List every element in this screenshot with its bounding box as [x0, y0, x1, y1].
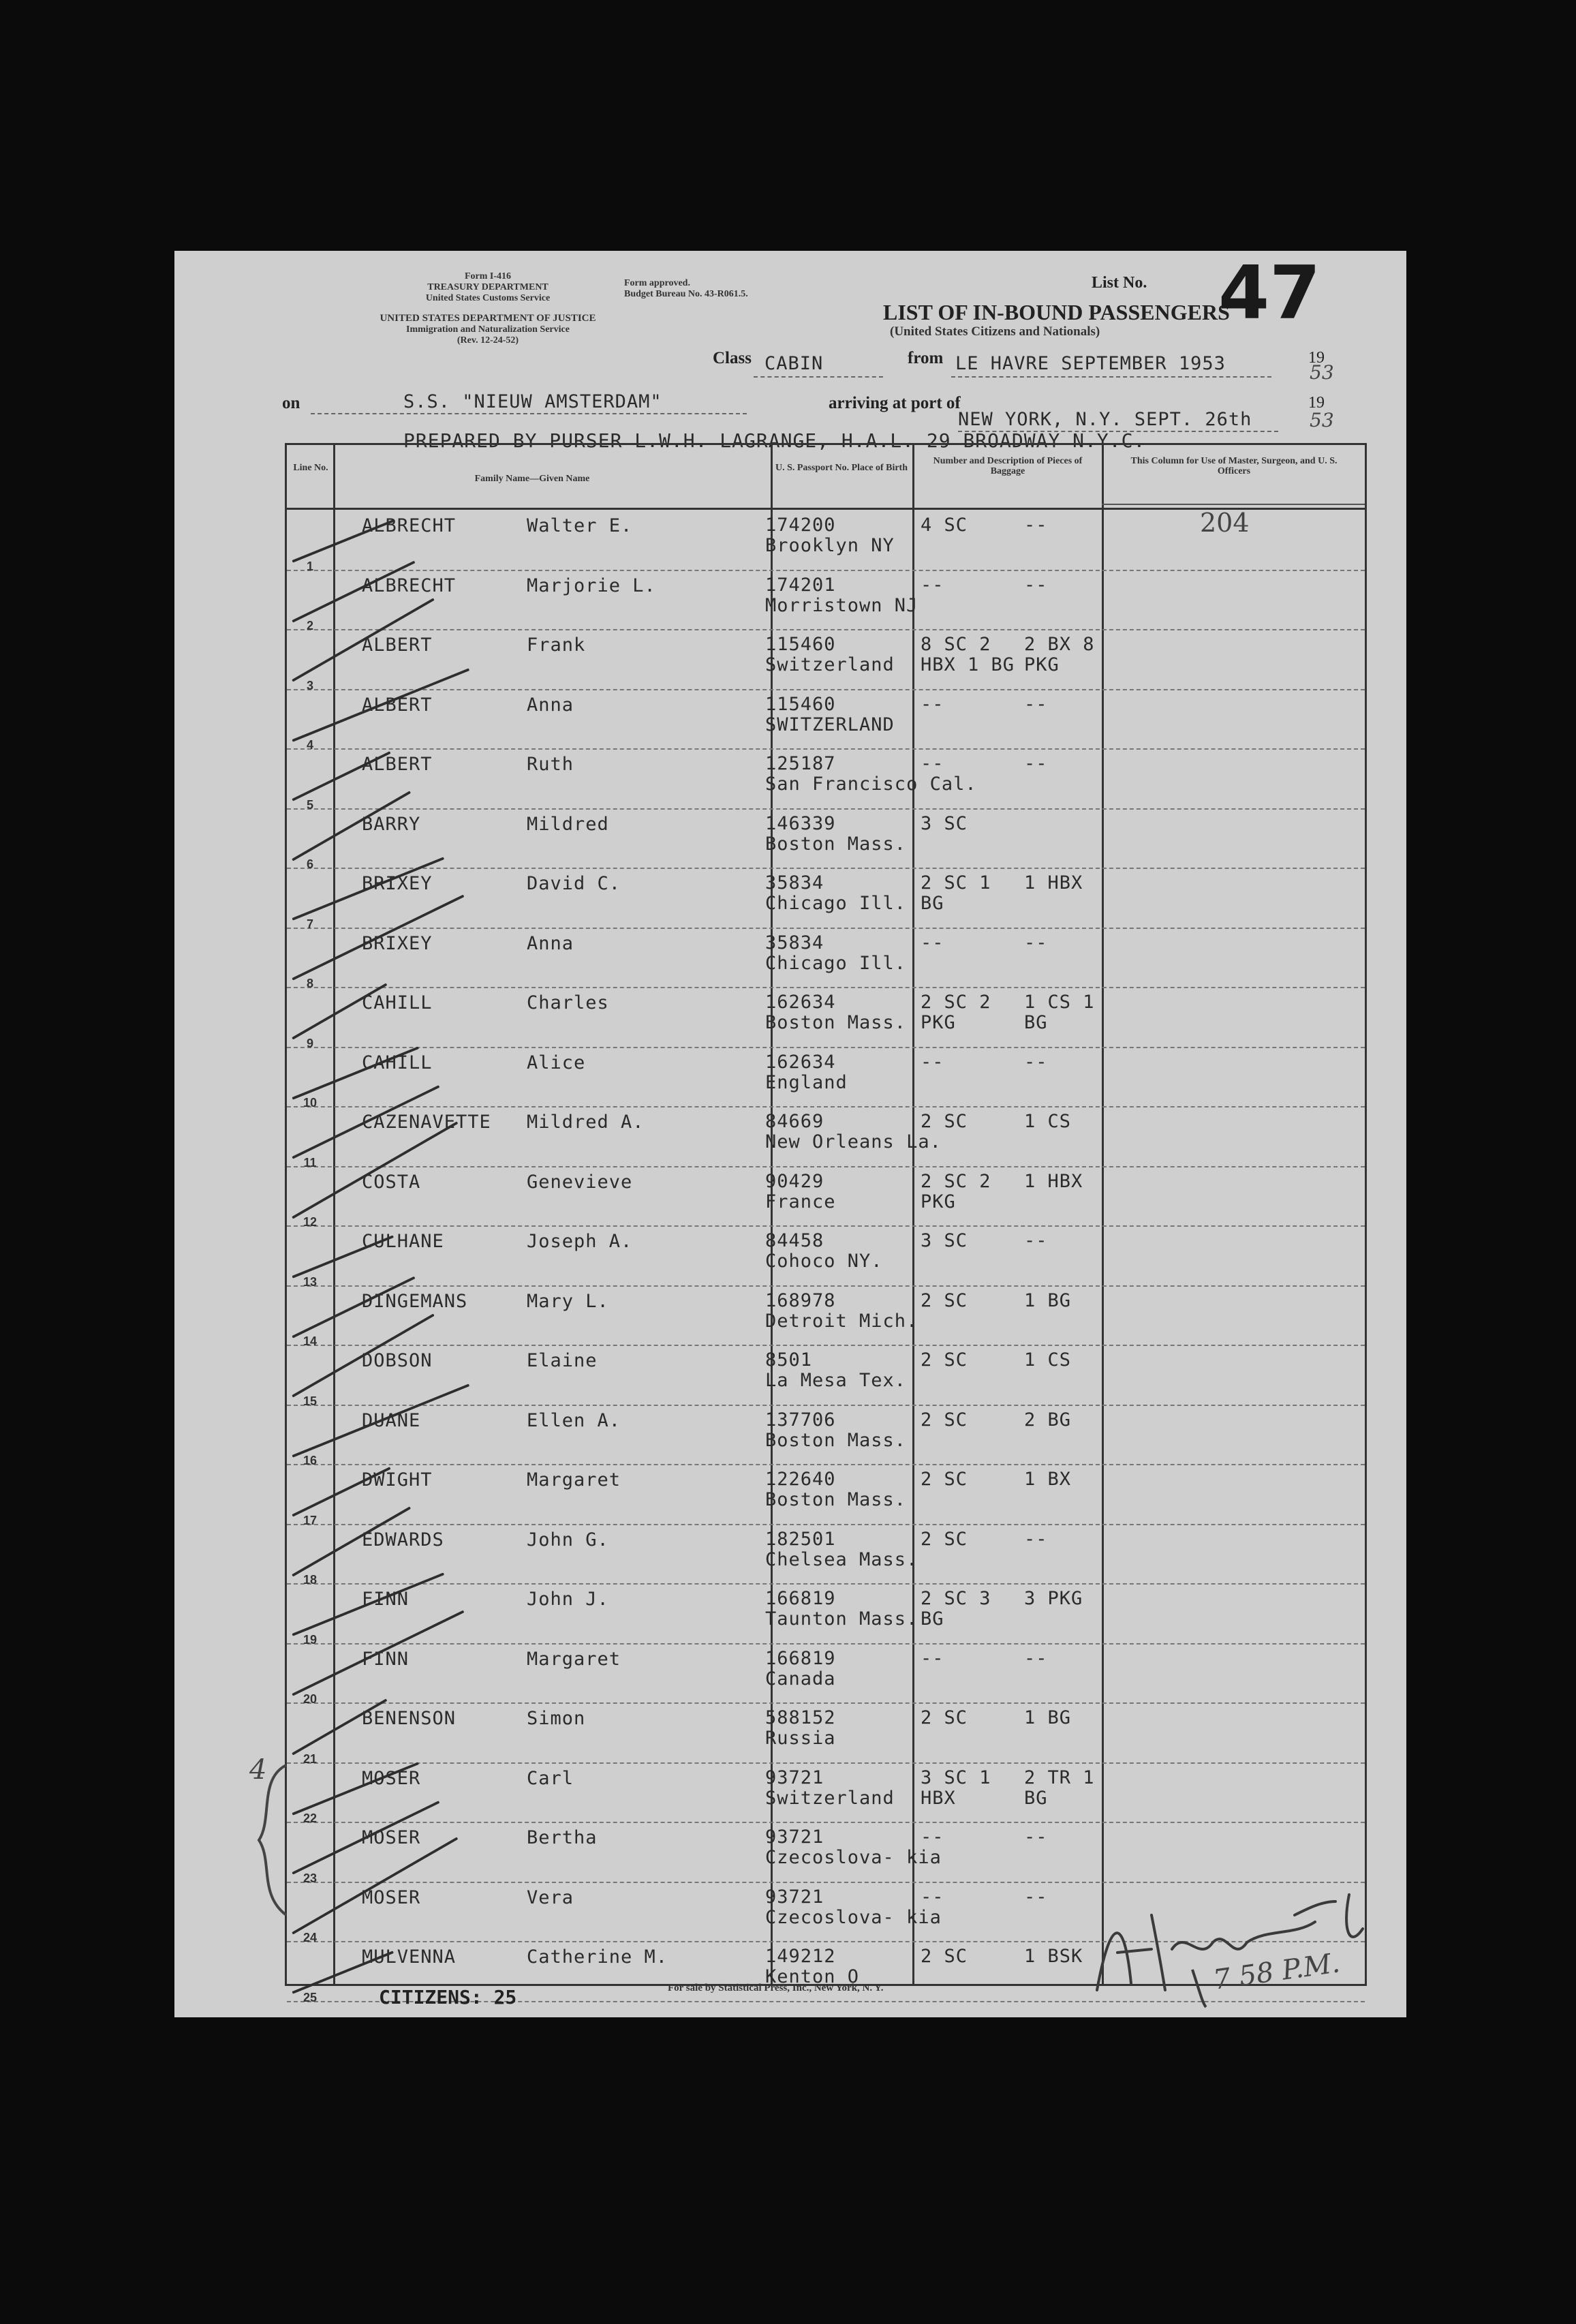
- baggage-secondary: 2 BX 8 PKG: [1024, 634, 1095, 675]
- place-of-birth: Taunton Mass.: [765, 1608, 918, 1630]
- form-approved: Form approved.: [624, 278, 690, 288]
- family-name: DOBSON: [362, 1350, 433, 1371]
- class-line: [754, 376, 883, 378]
- passport-number: 115460: [765, 634, 836, 655]
- passport-cell: [765, 1469, 906, 1510]
- baggage-secondary: --: [1024, 753, 1048, 774]
- passport-number: 162634: [765, 1051, 836, 1073]
- line-number: 24: [303, 1931, 318, 1944]
- table-row: [287, 570, 1365, 631]
- signature-time: 7 58 P.M.: [1211, 1947, 1342, 1996]
- passport-number: 8501: [765, 1349, 813, 1371]
- prepared-by: PREPARED BY PURSER L.W.H. LAGRANGE, H.A.L. 29 BROADWAY N.Y.C.: [403, 429, 1146, 452]
- from-label: from: [908, 349, 944, 367]
- family-name: FINN: [362, 1648, 410, 1670]
- check-mark: [292, 1235, 394, 1279]
- table-row: [287, 1285, 1365, 1347]
- given-name: Margaret: [527, 1648, 621, 1670]
- given-name: John G.: [527, 1529, 609, 1550]
- table-row: [287, 1643, 1365, 1704]
- col-header-baggage: Number and Description of Pieces of Baggage: [933, 456, 1083, 476]
- passport-number: 166819: [765, 1647, 836, 1669]
- family-name: BRIXEY: [362, 932, 433, 954]
- baggage-secondary: --: [1024, 932, 1048, 953]
- place-of-birth: Chicago Ill.: [765, 893, 907, 914]
- passport-number: 182501: [765, 1528, 836, 1550]
- baggage-secondary: 1 BX: [1024, 1469, 1072, 1490]
- passport-cell: [765, 873, 906, 914]
- ship-name: S.S. "NIEUW AMSTERDAM": [403, 391, 662, 412]
- baggage-primary: --: [921, 693, 944, 715]
- citizens-count: CITIZENS: 25: [379, 1986, 517, 2008]
- baggage-primary: 4 SC: [921, 515, 968, 536]
- baggage-secondary: --: [1024, 1230, 1048, 1251]
- passport-number: 588152: [765, 1707, 836, 1728]
- form-number: Form I-416: [464, 271, 512, 281]
- baggage-primary: --: [921, 574, 944, 596]
- baggage-primary: 3 SC 1 HBX: [921, 1767, 991, 1809]
- place-of-birth: France: [765, 1191, 836, 1212]
- place-of-birth: Switzerland: [765, 654, 895, 675]
- class-label: Class: [713, 349, 752, 367]
- baggage-secondary: 2 BG: [1024, 1409, 1072, 1431]
- budget-bureau: Budget Bureau No. 43-R061.5.: [624, 289, 748, 299]
- passport-number: 35834: [765, 872, 824, 893]
- given-name: Charles: [527, 992, 609, 1013]
- passport-number: 122640: [765, 1469, 836, 1490]
- given-name: Walter E.: [527, 515, 633, 536]
- baggage-primary: --: [921, 1826, 944, 1848]
- line-number: 13: [303, 1274, 318, 1289]
- passport-number: 149212: [765, 1946, 836, 1967]
- passport-cell: [765, 1649, 836, 1690]
- baggage-secondary: 1 CS 1 BG: [1024, 992, 1095, 1033]
- family-name: DUANE: [362, 1409, 421, 1431]
- table-row: [287, 1464, 1365, 1525]
- baggage-primary: 2 SC 2 PKG: [921, 1170, 991, 1212]
- customs-service: United States Customs Service: [425, 293, 551, 303]
- passport-number: 35834: [765, 932, 824, 953]
- table-row: [287, 1345, 1365, 1406]
- passport-cell: [765, 1350, 906, 1391]
- baggage-secondary: 3 PKG: [1024, 1588, 1083, 1609]
- family-name: CAHILL: [362, 1052, 433, 1073]
- place-of-birth: Chicago Ill.: [765, 952, 907, 974]
- given-name: Carl: [527, 1767, 574, 1789]
- table-row: [287, 987, 1365, 1048]
- place-of-birth: Canada: [765, 1668, 836, 1690]
- header-rule-double: [1102, 504, 1365, 505]
- baggage-primary: 2 SC: [921, 1707, 968, 1728]
- year-2: 53: [1310, 409, 1334, 431]
- baggage-primary: 2 SC: [921, 1349, 968, 1371]
- list-title: LIST OF IN-BOUND PASSENGERS: [883, 300, 1230, 324]
- list-subtitle: (United States Citizens and Nationals): [890, 324, 1100, 339]
- check-mark: [292, 1467, 391, 1517]
- baggage-primary: --: [921, 1647, 944, 1669]
- baggage-secondary: 1 HBX: [1024, 1170, 1083, 1192]
- place-of-birth: Czecoslova- kia: [765, 1847, 942, 1868]
- line-number: 19: [303, 1632, 318, 1647]
- baggage-secondary: 1 CS: [1024, 1111, 1072, 1132]
- line-number: 18: [303, 1573, 318, 1587]
- table-row: [287, 1225, 1365, 1287]
- passport-number: 137706: [765, 1409, 836, 1431]
- given-name: Ruth: [527, 754, 574, 775]
- passport-cell: [765, 1887, 942, 1928]
- line-number: 7: [306, 917, 313, 931]
- line-number: 11: [303, 1155, 317, 1169]
- baggage-primary: 2 SC: [921, 1409, 968, 1431]
- given-name: Ellen A.: [527, 1409, 621, 1431]
- baggage-primary: 2 SC 3 BG: [921, 1588, 991, 1630]
- family-name: ALBERT: [362, 754, 433, 775]
- printer-note: For sale by Statistical Press, Inc., New York, N. Y.: [668, 1983, 884, 1993]
- baggage-primary: 2 SC: [921, 1289, 968, 1311]
- baggage-secondary: 1 BG: [1024, 1707, 1072, 1728]
- given-name: Marjorie L.: [527, 575, 656, 596]
- place-of-birth: San Francisco Cal.: [765, 774, 977, 795]
- place-of-birth: Detroit Mich.: [765, 1310, 918, 1332]
- table-row: [287, 1166, 1365, 1227]
- table-row: [287, 1762, 1365, 1824]
- line-number: 5: [306, 797, 313, 812]
- line-number: 3: [306, 678, 313, 692]
- family-name: ALBRECHT: [362, 515, 457, 536]
- passport-cell: [765, 1410, 906, 1451]
- passport-number: 166819: [765, 1588, 836, 1609]
- place-of-birth: Chelsea Mass.: [765, 1548, 918, 1570]
- passport-cell: [765, 1112, 942, 1152]
- passport-number: 146339: [765, 812, 836, 834]
- passport-cell: [765, 515, 895, 556]
- class-value: CABIN: [764, 353, 824, 374]
- family-name: CAZENAVETTE: [362, 1112, 491, 1133]
- col-header-name: Family Name—Given Name: [474, 474, 590, 484]
- col-header-officers: This Column for Use of Master, Surgeon, and U. S. Officers: [1130, 456, 1338, 476]
- passport-cell: [765, 1589, 918, 1630]
- passport-cell: [765, 1827, 942, 1868]
- family-name: DINGEMANS: [362, 1290, 468, 1312]
- place-of-birth: New Orleans La.: [765, 1131, 942, 1152]
- baggage-secondary: --: [1024, 1528, 1048, 1550]
- place-of-birth: England: [765, 1071, 848, 1093]
- passport-cell: [765, 814, 906, 855]
- family-name: BENENSON: [362, 1708, 457, 1729]
- passport-cell: [765, 575, 918, 616]
- given-name: Mildred A.: [527, 1112, 645, 1133]
- line-number: 23: [303, 1871, 318, 1885]
- family-name: MULVENNA: [362, 1946, 457, 1968]
- year-label-2: 19: [1308, 394, 1325, 412]
- family-name: MOSER: [362, 1827, 421, 1848]
- check-mark: [292, 751, 391, 801]
- given-name: Alice: [527, 1052, 586, 1073]
- place-of-birth: SWITZERLAND: [765, 714, 895, 735]
- place-of-birth: Russia: [765, 1728, 836, 1749]
- list-no-label: List No.: [1092, 274, 1147, 292]
- baggage-primary: 2 SC: [921, 1946, 968, 1967]
- passport-number: 90429: [765, 1170, 824, 1192]
- table-row: [287, 510, 1365, 571]
- line-number: 14: [303, 1334, 318, 1348]
- given-name: John J.: [527, 1589, 609, 1610]
- given-name: Mary L.: [527, 1290, 609, 1312]
- line-number: 22: [303, 1811, 318, 1825]
- given-name: David C.: [527, 873, 621, 894]
- passport-cell: [765, 1768, 895, 1809]
- on-line: [311, 413, 747, 414]
- passport-cell: [765, 992, 906, 1033]
- line-number: 2: [306, 619, 313, 632]
- passport-number: 93721: [765, 1886, 824, 1908]
- table-row: [287, 689, 1365, 750]
- baggage-secondary: --: [1024, 1051, 1048, 1073]
- line-number: 1: [306, 559, 313, 573]
- family-name: EDWARDS: [362, 1529, 444, 1550]
- baggage-secondary: --: [1024, 574, 1048, 596]
- baggage-secondary: --: [1024, 1826, 1048, 1848]
- place-of-birth: La Mesa Tex.: [765, 1370, 907, 1391]
- place-of-birth: Cohoco NY.: [765, 1251, 883, 1272]
- line-number: 8: [306, 977, 313, 990]
- place-of-birth: Boston Mass.: [765, 1489, 907, 1510]
- passport-cell: [765, 933, 906, 974]
- baggage-primary: 2 SC: [921, 1469, 968, 1490]
- check-mark: [292, 519, 394, 563]
- family-name: BRIXEY: [362, 873, 433, 894]
- passport-number: 125187: [765, 753, 836, 774]
- passport-number: 168978: [765, 1289, 836, 1311]
- table-row: [287, 748, 1365, 810]
- passport-cell: [765, 1529, 918, 1570]
- family-name: MOSER: [362, 1886, 421, 1908]
- baggage-primary: 2 SC 1 BG: [921, 872, 991, 914]
- family-name: BARRY: [362, 813, 421, 835]
- family-name: ALBRECHT: [362, 575, 457, 596]
- place-of-birth: Boston Mass.: [765, 1012, 907, 1033]
- line-number: 6: [306, 857, 313, 871]
- form-revision: (Rev. 12-24-52): [457, 335, 519, 346]
- given-name: Anna: [527, 932, 574, 954]
- line-number: 12: [303, 1215, 318, 1229]
- baggage-secondary: 1 BG: [1024, 1289, 1072, 1311]
- list-number: 47: [1218, 251, 1321, 336]
- given-name: Simon: [527, 1708, 586, 1729]
- line-number: 10: [303, 1096, 318, 1110]
- baggage-secondary: --: [1024, 693, 1048, 715]
- baggage-primary: --: [921, 1886, 944, 1908]
- table-row: [287, 808, 1365, 870]
- family-name: CAHILL: [362, 992, 433, 1013]
- year-label-1: 19: [1308, 349, 1325, 367]
- treasury-dept: TREASURY DEPARTMENT: [427, 282, 548, 292]
- given-name: Bertha: [527, 1827, 598, 1848]
- place-of-birth: Boston Mass.: [765, 833, 907, 855]
- year-1: 53: [1310, 361, 1334, 384]
- passport-cell: [765, 1946, 859, 1987]
- arriving-label: arriving at port of: [829, 394, 961, 412]
- line-number: 25: [303, 1990, 318, 2004]
- baggage-secondary: --: [1024, 515, 1048, 536]
- line-number: 9: [306, 1036, 313, 1050]
- baggage-primary: --: [921, 932, 944, 953]
- col-header-passport: U. S. Passport No. Place of Birth: [775, 463, 908, 473]
- baggage-secondary: --: [1024, 1647, 1048, 1669]
- passport-cell: [765, 1708, 836, 1749]
- col-header-line: Line No.: [293, 463, 328, 473]
- baggage-secondary: 2 TR 1 BG: [1024, 1767, 1095, 1809]
- baggage-primary: --: [921, 1051, 944, 1073]
- given-name: Margaret: [527, 1469, 621, 1490]
- given-name: Genevieve: [527, 1171, 633, 1193]
- ins-service: Immigration and Naturalization Service: [406, 324, 570, 335]
- from-line: [951, 376, 1271, 378]
- place-of-birth: Morristown NJ: [765, 594, 918, 616]
- family-name: DWIGHT: [362, 1469, 433, 1490]
- line-number: 21: [303, 1752, 318, 1766]
- table-row: [287, 629, 1365, 690]
- place-of-birth: Boston Mass.: [765, 1429, 907, 1451]
- svg-text:4: 4: [249, 1754, 267, 1786]
- line-number: 17: [303, 1513, 318, 1527]
- given-name: Elaine: [527, 1350, 598, 1371]
- place-of-birth: Czecoslova- kia: [765, 1906, 942, 1928]
- baggage-primary: 2 SC: [921, 1111, 968, 1132]
- passport-number: 84458: [765, 1230, 824, 1251]
- officer-note: 204: [1200, 508, 1250, 538]
- given-name: Catherine M.: [527, 1946, 668, 1968]
- family-name: COSTA: [362, 1171, 421, 1193]
- passport-number: 174200: [765, 515, 836, 536]
- table-row: [287, 1822, 1365, 1883]
- family-name: FINN: [362, 1589, 410, 1610]
- table-row: [287, 1702, 1365, 1764]
- baggage-secondary: 1 HBX: [1024, 872, 1083, 893]
- passport-cell: [765, 1231, 883, 1272]
- line-number: 4: [306, 738, 313, 752]
- baggage-primary: 3 SC: [921, 1230, 968, 1251]
- passport-cell: [765, 634, 895, 675]
- place-of-birth: Switzerland: [765, 1787, 895, 1809]
- baggage-primary: 8 SC 2 HBX 1 BG: [921, 634, 1015, 675]
- baggage-secondary: --: [1024, 1886, 1048, 1908]
- margin-bracket: [245, 1752, 300, 1929]
- family-name: ALBERT: [362, 634, 433, 656]
- baggage-primary: 2 SC 2 PKG: [921, 992, 991, 1033]
- given-name: Mildred: [527, 813, 609, 835]
- on-label: on: [282, 394, 300, 412]
- table-row: [287, 1106, 1365, 1167]
- table-row: [287, 1405, 1365, 1466]
- given-name: Joseph A.: [527, 1231, 633, 1252]
- baggage-secondary: 1 BSK: [1024, 1946, 1083, 1967]
- given-name: Frank: [527, 634, 586, 656]
- passport-number: 84669: [765, 1111, 824, 1132]
- place-of-birth: Kenton O: [765, 1966, 860, 1987]
- table-row: [287, 928, 1365, 989]
- given-name: Anna: [527, 694, 574, 716]
- passport-cell: [765, 694, 895, 735]
- place-of-birth: Brooklyn NY: [765, 535, 895, 556]
- family-name: MOSER: [362, 1767, 421, 1789]
- arrival-port: NEW YORK, N.Y. SEPT. 26th: [958, 409, 1252, 430]
- line-number: 20: [303, 1692, 318, 1706]
- passport-cell: [765, 1172, 836, 1212]
- line-number: 16: [303, 1454, 318, 1467]
- passport-cell: [765, 1291, 918, 1332]
- family-name: ALBERT: [362, 694, 433, 716]
- line-number: 15: [303, 1394, 318, 1408]
- table-row: [287, 1524, 1365, 1585]
- baggage-secondary: 1 CS: [1024, 1349, 1072, 1371]
- passport-number: 162634: [765, 992, 836, 1013]
- table-row: [287, 1047, 1365, 1108]
- passport-number: 115460: [765, 693, 836, 715]
- family-name: CULHANE: [362, 1231, 444, 1252]
- passport-cell: [765, 1052, 848, 1093]
- baggage-primary: --: [921, 753, 944, 774]
- justice-dept: UNITED STATES DEPARTMENT OF JUSTICE: [380, 313, 596, 324]
- from-value: LE HAVRE SEPTEMBER 1953: [955, 353, 1226, 374]
- table-row: [287, 868, 1365, 929]
- table-row: [287, 1583, 1365, 1645]
- passport-number: 174201: [765, 574, 836, 596]
- passport-number: 93721: [765, 1767, 824, 1788]
- given-name: Vera: [527, 1886, 574, 1908]
- baggage-primary: 3 SC: [921, 812, 968, 834]
- passport-number: 93721: [765, 1826, 824, 1848]
- baggage-primary: 2 SC: [921, 1528, 968, 1550]
